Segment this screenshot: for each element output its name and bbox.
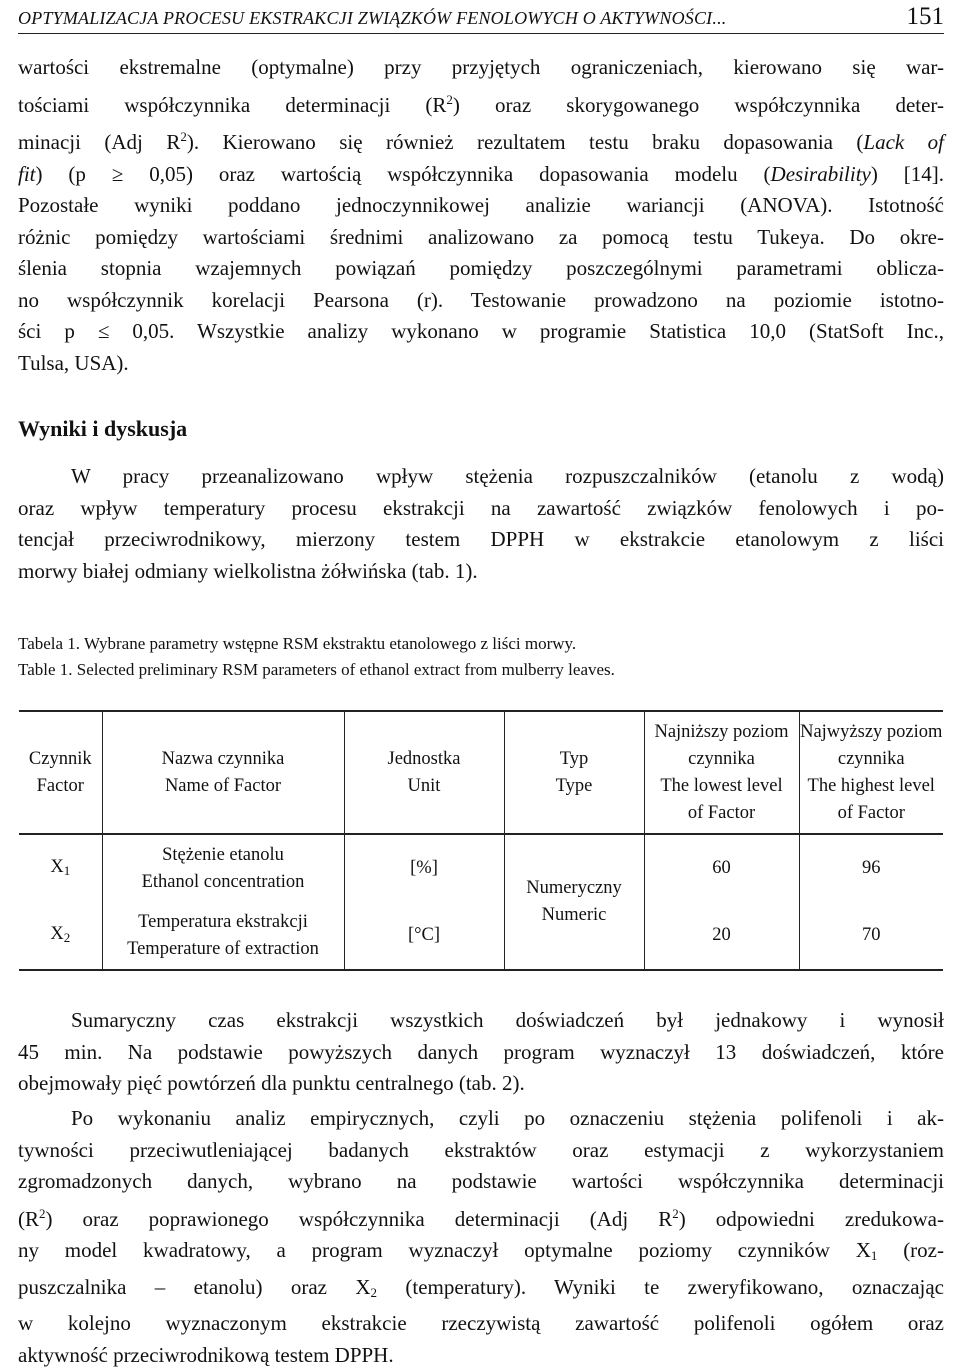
text-line: no współczynnik korelacji Pearsona (r). Testowanie prowadzono na poziomie istotno- xyxy=(18,287,944,312)
cell-highest: 70 xyxy=(862,925,881,945)
text-line: wartości ekstremalne (optymalne) przy przyjętych ograniczeniach, kierowano się war- xyxy=(18,55,944,79)
text-line: fit) (p ≥ 0,05) oraz wartością współczynnika dopasowania modelu (Desirability) [14]. xyxy=(18,161,944,186)
cell-unit: [%] xyxy=(344,834,504,902)
text-line: puszczalnika – etanolu) oraz $X_2$ (temperatury). Wyniki te zweryfikowano, oznaczając xyxy=(18,1274,944,1300)
text-line: tościami współczynnika determinacji $(R^2)$ oraz skorygowanego współczynnika deter- xyxy=(18,91,944,117)
cell-factor: $X_2$ xyxy=(19,902,102,970)
text-line: morwy białej odmiany wielkolistna żółwińska (tab. 1). xyxy=(18,558,478,583)
cell-lowest: 20 xyxy=(644,902,799,970)
text-line: zgromadzonych danych, wybrano na podstawie wartości współczynnika determinacji xyxy=(18,1169,944,1193)
cell-unit: [°C] xyxy=(344,902,504,970)
text-line: Tulsa, USA). xyxy=(18,350,129,375)
text-line: aktywność przeciwrodnikową testem DPPH. xyxy=(18,1342,394,1367)
cell-type: Numeryczny Numeric xyxy=(504,834,644,970)
text-line: minacji (Adj $R^2$). Kierowano się również rezultatem testu braku dopasowania (Lack of xyxy=(18,129,944,154)
cell-factor: $X_1$ xyxy=(19,834,102,902)
cell-lowest: 60 xyxy=(644,834,799,902)
table-caption-en: Table 1. Selected preliminary RSM parameters of ethanol extract from mulberry leaves. xyxy=(18,660,615,679)
text-line: tywności przeciwutleniającej badanych ekstraktów oraz estymacji z wykorzystaniem xyxy=(18,1137,944,1162)
text-line: 45 min. Na podstawie powyższych danych program wyznaczył 13 doświadczeń, które xyxy=(18,1039,944,1064)
text-line: w kolejno wyznaczonym ekstrakcie rzeczywistą zawartość polifenoli ogółem oraz xyxy=(18,1311,944,1335)
cell-name: Temperatura ekstrakcji Temperature of extraction xyxy=(102,902,344,970)
results-paragraph xyxy=(18,461,944,587)
header-lowest: Najniższy poziom czynnika The lowest level of Factor xyxy=(644,711,799,834)
header-highest: Najwyższy poziom czynnika The highest level of Factor xyxy=(800,721,943,823)
text-line: oraz wpływ temperatury procesu ekstrakcji na zawartość związków fenolowych i po- xyxy=(18,495,944,520)
header-type: Typ Type xyxy=(504,711,644,834)
header-unit: Jednostka Unit xyxy=(344,711,504,834)
table-header-row xyxy=(19,711,943,834)
table-row xyxy=(19,834,943,902)
running-title: OPTYMALIZACJA PROCESU EKSTRAKCJI ZWIĄZKÓW FENOLOWYCH O AKTYWNOŚCI... xyxy=(18,8,727,28)
text-line: W pracy przeanalizowano wpływ stężenia rozpuszczalników (etanolu z wodą) xyxy=(71,464,944,488)
section-heading: Wyniki i dyskusja xyxy=(18,416,188,441)
text-line: obejmowały pięć powtórzeń dla punktu centralnego (tab. 2). xyxy=(18,1071,525,1095)
page-number: 151 xyxy=(906,3,944,30)
header-factor: Czynnik Factor xyxy=(19,711,102,834)
empirical-paragraph xyxy=(18,1103,944,1371)
cell-highest: 96 xyxy=(862,858,881,878)
header-name: Nazwa czynnika Name of Factor xyxy=(102,711,344,834)
summary-paragraph xyxy=(18,1005,944,1100)
text-line: $(R^2)$ oraz poprawionego współczynnika determinacji (Adj $R^2$) odpowiedni zredukowa- xyxy=(18,1205,944,1231)
factors-table xyxy=(19,710,943,971)
text-line: Po wykonaniu analiz empirycznych, czyli po oznaczeniu stężenia polifenoli i ak- xyxy=(71,1106,944,1130)
running-header xyxy=(18,4,944,34)
text-line: ści p ≤ 0,05. Wszystkie analizy wykonano w programie Statistica 10,0 (StatSoft Inc., xyxy=(18,319,944,343)
methods-paragraph xyxy=(18,52,944,379)
text-line: ny model kwadratowy, a program wyznaczył optymalne poziomy czynników $X_1$ (roz- xyxy=(18,1238,944,1263)
text-line: tencjał przeciwrodnikowy, mierzony testem DPPH w ekstrakcie etanolowym z liści xyxy=(18,527,944,551)
text-line: różnic pomiędzy wartościami średnimi analizowano za pomocą testu Tukeya. Do okre- xyxy=(18,224,944,249)
table-row xyxy=(19,902,943,970)
text-line: Pozostałe wyniki poddano jednoczynnikowej analizie wariancji (ANOVA). Istotność xyxy=(18,193,944,217)
text-line: ślenia stopnia wzajemnych powiązań pomiędzy poszczególnymi parametrami oblicza- xyxy=(18,256,944,280)
text-line: Sumaryczny czas ekstrakcji wszystkich doświadczeń był jednakowy i wynosił xyxy=(71,1008,944,1032)
table-caption-pl: Tabela 1. Wybrane parametry wstępne RSM ekstraktu etanolowego z liści morwy. xyxy=(18,634,577,653)
cell-name: Stężenie etanolu Ethanol concentration xyxy=(102,834,344,902)
